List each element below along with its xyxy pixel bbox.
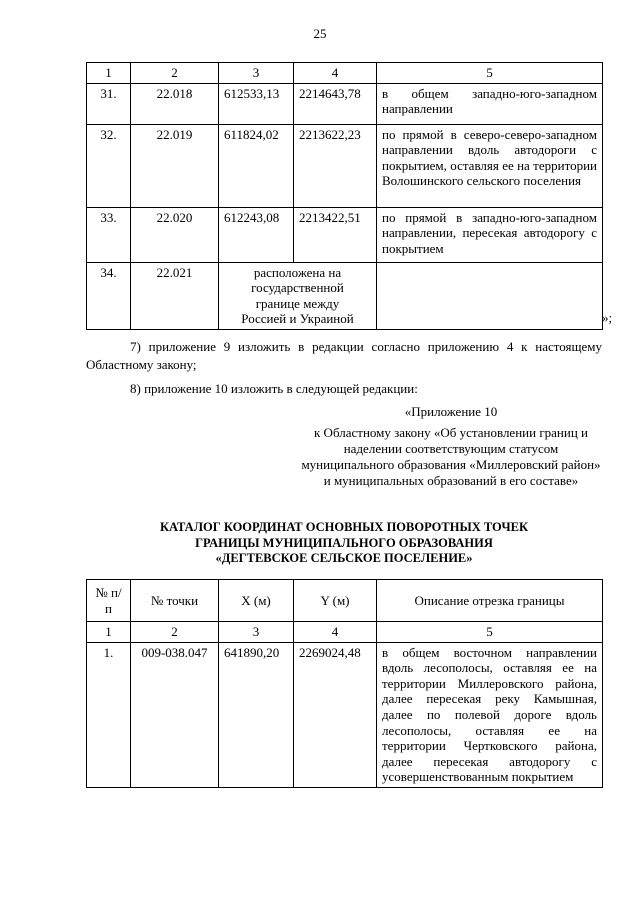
point-number: 22.018 — [131, 83, 219, 124]
appendix-subtitle: к Областному закону «Об установлении границ и наделении соответствующим статусом муниципального образования «Миллеровский район» и муниципальных образований в его составе» — [301, 425, 601, 489]
segment-description: по прямой в западно-юго-западном направлении, пересекая автодорогу с покрытием — [377, 207, 603, 262]
table-header-numbers — [87, 63, 603, 84]
header-description: Описание отрезка границы — [377, 580, 603, 622]
x-coordinate: 641890,20 — [219, 642, 294, 787]
column-number: 5 — [377, 63, 603, 84]
table-row — [87, 124, 603, 207]
segment-description: по прямой в северо-северо-западном направлении вдоль автодороги с покрытием, оставляя ее на территории Волошинского сельского поселения — [377, 124, 603, 207]
page-number: 25 — [313, 26, 327, 41]
header-point-number: № точки — [131, 580, 219, 622]
column-number: 2 — [131, 622, 219, 643]
x-coordinate: 612533,13 — [219, 83, 294, 124]
row-index: 1. — [87, 642, 131, 787]
column-number: 1 — [87, 622, 131, 643]
paragraph-item-8: 8) приложение 10 изложить в следующей редакции: — [130, 381, 418, 396]
column-number: 4 — [294, 622, 377, 643]
segment-description: в общем восточном направлении вдоль лесополосы, оставляя ее на территории Миллеровского района, далее пересекая реку Камышная, далее по полевой дороге вдоль лесополосы, оставляя ее на территории Чертковского района, далее пересекая автодорогу с усовершенствованным покрытием — [377, 642, 603, 787]
column-number: 3 — [219, 622, 294, 643]
point-number: 22.021 — [131, 262, 219, 329]
table-row — [87, 642, 603, 787]
coordinates-table-continued — [86, 62, 603, 330]
table-header — [87, 580, 603, 622]
segment-description: в общем западно-юго-западном направлении — [377, 83, 603, 124]
table-header-numbers — [87, 622, 603, 643]
merged-location-cell: расположена на государственной границе между Россией и Украиной — [219, 262, 377, 329]
column-number: 5 — [377, 622, 603, 643]
row-index: 34. — [87, 262, 131, 329]
point-number: 22.020 — [131, 207, 219, 262]
coordinates-catalog-table — [86, 579, 603, 788]
y-coordinate: 2269024,48 — [294, 642, 377, 787]
row-index: 33. — [87, 207, 131, 262]
column-number: 4 — [294, 63, 377, 84]
x-coordinate: 612243,08 — [219, 207, 294, 262]
x-coordinate: 611824,02 — [219, 124, 294, 207]
paragraph-item-7: 7) приложение 9 изложить в редакции согласно приложению 4 к настоящему Областному закону; — [86, 339, 602, 372]
header-row-number: № п/п — [87, 580, 131, 622]
catalog-title-line: «ДЕГТЕВСКОЕ СЕЛЬСКОЕ ПОСЕЛЕНИЕ» — [215, 551, 473, 566]
column-number: 1 — [87, 63, 131, 84]
header-x: X (м) — [219, 580, 294, 622]
catalog-title-line: ГРАНИЦЫ МУНИЦИПАЛЬНОГО ОБРАЗОВАНИЯ — [195, 535, 493, 550]
segment-description — [377, 262, 603, 329]
y-coordinate: 2214643,78 — [294, 83, 377, 124]
catalog-title — [86, 520, 602, 567]
y-coordinate: 2213622,23 — [294, 124, 377, 207]
appendix-title: «Приложение 10 — [404, 404, 498, 419]
point-number: 009-038.047 — [131, 642, 219, 787]
table-row — [87, 83, 603, 124]
closing-quote: »; — [602, 310, 613, 325]
row-index: 32. — [87, 124, 131, 207]
point-number: 22.019 — [131, 124, 219, 207]
y-coordinate: 2213422,51 — [294, 207, 377, 262]
catalog-title-line: КАТАЛОГ КООРДИНАТ ОСНОВНЫХ ПОВОРОТНЫХ ТОЧЕК — [159, 520, 529, 534]
table-row — [87, 262, 603, 329]
table-row — [87, 207, 603, 262]
column-number: 3 — [219, 63, 294, 84]
column-number: 2 — [131, 63, 219, 84]
header-y: Y (м) — [294, 580, 377, 622]
row-index: 31. — [87, 83, 131, 124]
